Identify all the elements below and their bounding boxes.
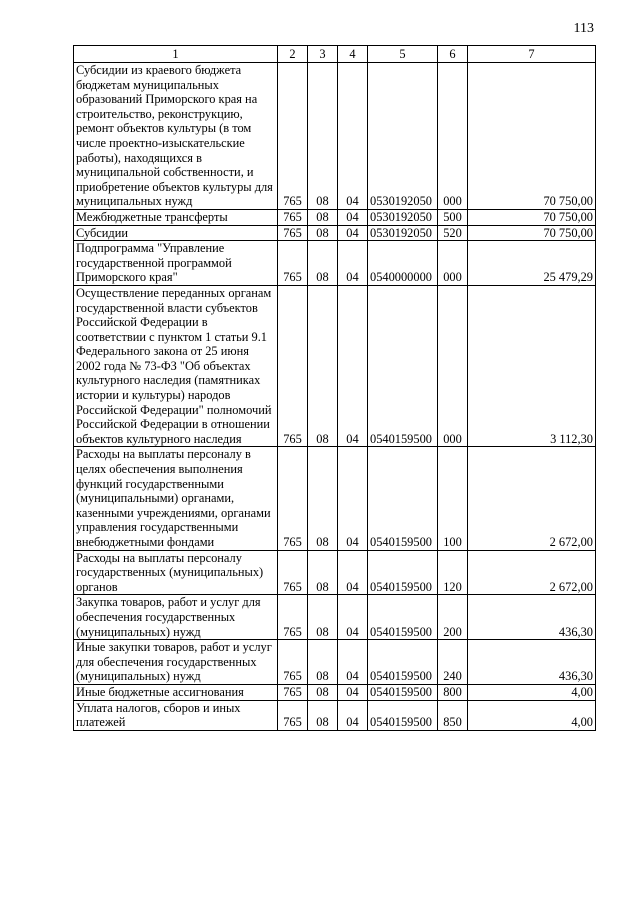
amount: 4,00: [468, 700, 596, 730]
subsection-code: 04: [338, 241, 368, 286]
row-name: Закупка товаров, работ и услуг для обеспечения государственных (муниципальных) нужд: [74, 595, 278, 640]
section-code: 08: [308, 241, 338, 286]
section-code: 08: [308, 285, 338, 447]
page-number: 113: [573, 21, 594, 36]
budget-table: [73, 45, 596, 731]
section-code: 08: [308, 700, 338, 730]
table-row: [74, 447, 596, 550]
column-header: 6: [438, 46, 468, 63]
amount: 70 750,00: [468, 63, 596, 210]
subsection-code: 04: [338, 285, 368, 447]
target-code: 0540159500: [368, 700, 438, 730]
table-row: [74, 595, 596, 640]
ministry-code: 765: [278, 595, 308, 640]
amount: 70 750,00: [468, 225, 596, 241]
target-code: 0540159500: [368, 285, 438, 447]
table-row: [74, 640, 596, 685]
target-code: 0530192050: [368, 209, 438, 225]
ministry-code: 765: [278, 684, 308, 700]
row-name: Иные бюджетные ассигнования: [74, 684, 278, 700]
target-code: 0540159500: [368, 550, 438, 595]
column-header: 7: [468, 46, 596, 63]
ministry-code: 765: [278, 241, 308, 286]
table-row: [74, 550, 596, 595]
section-code: 08: [308, 63, 338, 210]
amount: 2 672,00: [468, 447, 596, 550]
table-row: [74, 209, 596, 225]
expense-type-code: 100: [438, 447, 468, 550]
subsection-code: 04: [338, 595, 368, 640]
subsection-code: 04: [338, 447, 368, 550]
row-name: Иные закупки товаров, работ и услуг для обеспечения государственных (муниципальных) нужд: [74, 640, 278, 685]
column-header: 2: [278, 46, 308, 63]
amount: 436,30: [468, 640, 596, 685]
ministry-code: 765: [278, 550, 308, 595]
target-code: 0540159500: [368, 640, 438, 685]
row-name: Расходы на выплаты персоналу в целях обеспечения выполнения функций государственными (муниципальными) органами, казенными учреждениями, органами управления государственными внебюджетными фондами: [74, 447, 278, 550]
amount: 25 479,29: [468, 241, 596, 286]
target-code: 0540159500: [368, 684, 438, 700]
table-row: [74, 684, 596, 700]
expense-type-code: 500: [438, 209, 468, 225]
expense-type-code: 200: [438, 595, 468, 640]
subsection-code: 04: [338, 63, 368, 210]
table-row: [74, 225, 596, 241]
ministry-code: 765: [278, 447, 308, 550]
expense-type-code: 240: [438, 640, 468, 685]
header-row: [74, 46, 596, 63]
subsection-code: 04: [338, 550, 368, 595]
subsection-code: 04: [338, 640, 368, 685]
column-header: 3: [308, 46, 338, 63]
ministry-code: 765: [278, 225, 308, 241]
amount: 70 750,00: [468, 209, 596, 225]
amount: 3 112,30: [468, 285, 596, 447]
amount: 4,00: [468, 684, 596, 700]
row-name: Межбюджетные трансферты: [74, 209, 278, 225]
expense-type-code: 000: [438, 285, 468, 447]
subsection-code: 04: [338, 225, 368, 241]
expense-type-code: 120: [438, 550, 468, 595]
target-code: 0530192050: [368, 225, 438, 241]
row-name: Уплата налогов, сборов и иных платежей: [74, 700, 278, 730]
expense-type-code: 000: [438, 63, 468, 210]
subsection-code: 04: [338, 684, 368, 700]
section-code: 08: [308, 550, 338, 595]
column-header: 4: [338, 46, 368, 63]
target-code: 0540159500: [368, 595, 438, 640]
expense-type-code: 000: [438, 241, 468, 286]
row-name: Субсидии: [74, 225, 278, 241]
table-row: [74, 63, 596, 210]
section-code: 08: [308, 447, 338, 550]
ministry-code: 765: [278, 209, 308, 225]
column-header: 5: [368, 46, 438, 63]
row-name: Подпрограмма "Управление государственной программой Приморского края": [74, 241, 278, 286]
table-row: [74, 700, 596, 730]
amount: 2 672,00: [468, 550, 596, 595]
subsection-code: 04: [338, 700, 368, 730]
target-code: 0540000000: [368, 241, 438, 286]
section-code: 08: [308, 684, 338, 700]
section-code: 08: [308, 595, 338, 640]
ministry-code: 765: [278, 63, 308, 210]
section-code: 08: [308, 209, 338, 225]
target-code: 0530192050: [368, 63, 438, 210]
subsection-code: 04: [338, 209, 368, 225]
ministry-code: 765: [278, 700, 308, 730]
ministry-code: 765: [278, 285, 308, 447]
section-code: 08: [308, 640, 338, 685]
row-name: Субсидии из краевого бюджета бюджетам муниципальных образований Приморского края на строительство, реконструкцию, ремонт объектов культуры (в том числе проектно-изыскательские работы), находящихся в муниципальной собственности, и приобретение объектов культуры для муниципальных нужд: [74, 63, 278, 210]
table-row: [74, 285, 596, 447]
target-code: 0540159500: [368, 447, 438, 550]
expense-type-code: 850: [438, 700, 468, 730]
expense-type-code: 520: [438, 225, 468, 241]
section-code: 08: [308, 225, 338, 241]
ministry-code: 765: [278, 640, 308, 685]
row-name: Осуществление переданных органам государственной власти субъектов Российской Федерации в соответствии с пунктом 1 статьи 9.1 Федерального закона от 25 июня 2002 года № 73-ФЗ "Об объектах культурного наследия (памятниках истории и культуры) народов Российской Федерации" полномочий Российской Федерации в отношении объектов культурного наследия: [74, 285, 278, 447]
amount: 436,30: [468, 595, 596, 640]
expense-type-code: 800: [438, 684, 468, 700]
row-name: Расходы на выплаты персоналу государственных (муниципальных) органов: [74, 550, 278, 595]
column-header: 1: [74, 46, 278, 63]
table-row: [74, 241, 596, 286]
